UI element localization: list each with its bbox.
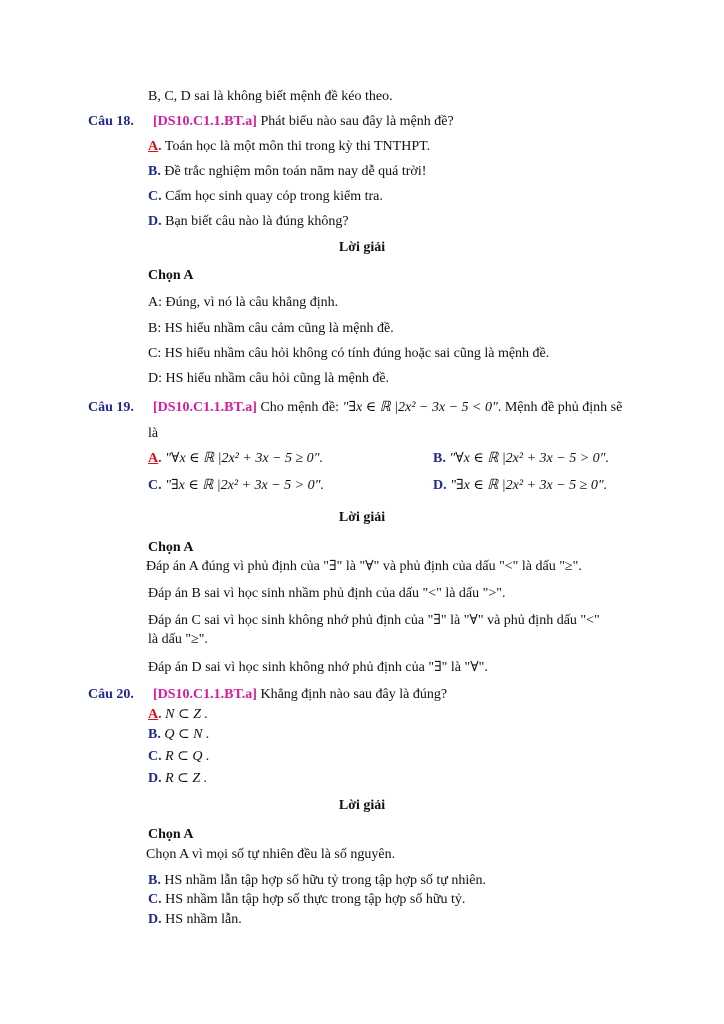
explanation-text: HS nhầm lẫn tập hợp số thực trong tập hợp số hữu tỷ.	[165, 892, 466, 907]
option-letter: C.	[148, 478, 162, 493]
option-letter: D.	[148, 214, 162, 229]
question-stem	[153, 114, 454, 131]
answer-choice: Chọn A	[148, 827, 194, 842]
formula: "∃x ∈ ℝ |2x² + 3x − 5 > 0".	[165, 478, 324, 493]
option-letter: B.	[148, 164, 161, 179]
option-letter: D.	[148, 912, 162, 927]
option-c	[148, 189, 383, 206]
option-letter: D.	[433, 478, 447, 493]
option-letter: A	[148, 139, 159, 154]
explanation-line: Đáp án B sai vì học sinh nhầm phủ định của dấu "<" là dấu ">".	[148, 586, 506, 601]
option-letter: A	[148, 451, 159, 466]
lead-text: B, C, D sai là không biết mệnh đề kéo theo.	[148, 89, 393, 104]
explanation-line	[148, 892, 465, 909]
option-letter: D.	[148, 771, 162, 786]
formula: "∀x ∈ ℝ |2x² + 3x − 5 ≥ 0".	[165, 451, 324, 466]
option-d	[148, 214, 349, 231]
formula: "∃x ∈ ℝ |2x² + 3x − 5 ≥ 0".	[450, 478, 608, 493]
option-letter: B.	[433, 451, 446, 466]
option-text: Cấm học sinh quay cóp trong kiểm tra.	[165, 189, 383, 204]
option-c	[148, 749, 210, 766]
solution-heading: Lời giải	[338, 510, 386, 525]
explanation-line: Đáp án D sai vì học sinh không nhớ phủ định của "∃" là "∀".	[148, 660, 488, 675]
question-number: Câu 19.	[88, 400, 134, 415]
explanation-line	[148, 912, 242, 929]
explanation-line: Chọn A vì mọi số tự nhiên đều là số nguyên.	[146, 847, 396, 862]
solution-heading: Lời giải	[338, 240, 386, 255]
explanation-line: Đáp án C sai vì học sinh không nhớ phủ định của "∃" là "∀" và phủ định dấu "<"	[148, 613, 600, 628]
question-text: Phát biểu nào sau đây là mệnh đề?	[260, 114, 454, 129]
formula: N ⊂ Z .	[165, 707, 208, 722]
option-b	[148, 164, 426, 181]
explanation-text: HS nhầm lẫn tập hợp số hữu tỷ trong tập hợp số tự nhiên.	[164, 873, 486, 888]
explanation-line: C: HS hiểu nhầm câu hỏi không có tính đúng hoặc sai cũng là mệnh đề.	[148, 346, 550, 361]
formula: "∃x ∈ ℝ |2x² − 3x − 5 < 0"	[342, 400, 498, 415]
solution-heading: Lời giải	[338, 798, 386, 813]
option-letter-sep: .	[158, 707, 162, 722]
option-text: Bạn biết câu nào là đúng không?	[165, 214, 349, 229]
question-tag: [DS10.C1.1.BT.a]	[153, 114, 257, 129]
option-letter-sep: .	[158, 451, 162, 466]
formula: R ⊂ Z .	[165, 771, 208, 786]
explanation-line: D: HS hiểu nhầm câu hỏi cũng là mệnh đề.	[148, 371, 390, 386]
option-letter: C.	[148, 892, 162, 907]
explanation-line: A: Đúng, vì nó là câu khẳng định.	[148, 295, 339, 310]
answer-choice: Chọn A	[148, 268, 194, 283]
option-a	[148, 139, 430, 156]
question-text: Cho mệnh đề:	[260, 400, 343, 415]
formula: Q ⊂ N .	[164, 727, 210, 742]
question-text: Khẳng định nào sau đây là đúng?	[260, 687, 448, 702]
question-number: Câu 20.	[88, 687, 134, 702]
option-d	[433, 478, 607, 495]
option-d	[148, 771, 207, 788]
option-c	[148, 478, 324, 495]
question-text: . Mệnh đề phủ định sẽ	[497, 400, 623, 415]
option-b	[433, 451, 609, 468]
question-number: Câu 18.	[88, 114, 134, 129]
explanation-text: HS nhầm lẫn.	[165, 912, 242, 927]
explanation-line	[148, 873, 486, 890]
formula: "∀x ∈ ℝ |2x² + 3x − 5 > 0".	[449, 451, 610, 466]
question-stem	[153, 687, 447, 704]
question-tag: [DS10.C1.1.BT.a]	[153, 400, 257, 415]
option-letter-sep: .	[158, 139, 162, 154]
option-a	[148, 451, 323, 468]
option-a	[148, 707, 208, 724]
explanation-line: là dấu "≥".	[148, 632, 208, 647]
question-tag: [DS10.C1.1.BT.a]	[153, 687, 257, 702]
option-letter: C.	[148, 189, 162, 204]
formula: R ⊂ Q .	[165, 749, 210, 764]
question-text-cont: là	[148, 426, 159, 441]
option-text: Đề trắc nghiệm môn toán năm nay dễ quá trời!	[164, 164, 427, 179]
explanation-line: B: HS hiểu nhầm câu cảm cũng là mệnh đề.	[148, 321, 394, 336]
option-b	[148, 727, 210, 744]
option-letter: C.	[148, 749, 162, 764]
option-letter: B.	[148, 873, 161, 888]
answer-choice: Chọn A	[148, 540, 194, 555]
explanation-line: Đáp án A đúng vì phủ định của "∃" là "∀" và phủ định của dấu "<" là dấu "≥".	[146, 559, 582, 574]
option-letter: A	[148, 707, 159, 722]
question-stem	[153, 400, 622, 417]
option-letter: B.	[148, 727, 161, 742]
option-text: Toán học là một môn thi trong kỳ thi TNTHPT.	[164, 139, 431, 154]
